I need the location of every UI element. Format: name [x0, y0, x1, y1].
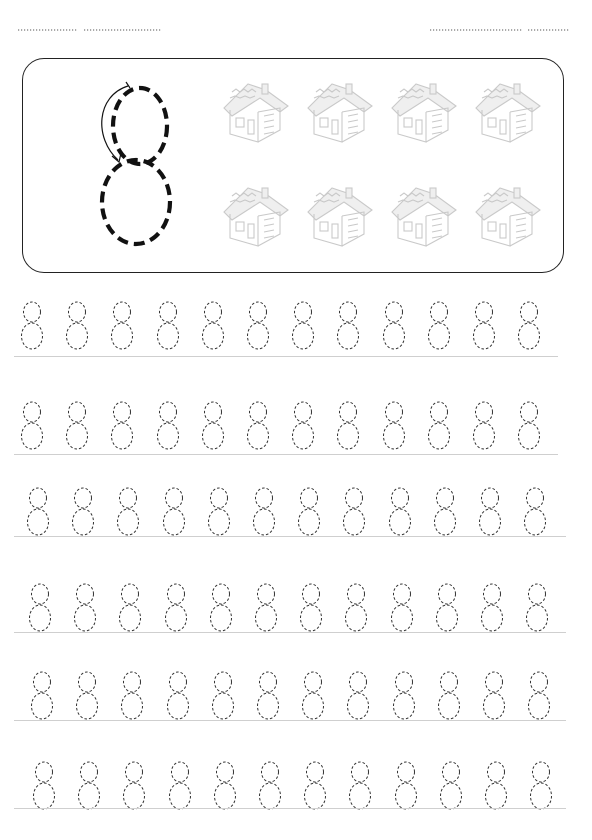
house-icon: [302, 176, 378, 250]
practice-row: [14, 396, 560, 456]
dashed-eight-tracing[interactable]: [515, 400, 543, 452]
dashed-eight-tracing[interactable]: [18, 300, 46, 352]
dashed-eight-tracing[interactable]: [437, 760, 465, 812]
dashed-eight-tracing[interactable]: [252, 582, 280, 634]
dashed-eight-tracing[interactable]: [166, 760, 194, 812]
dashed-eight-tracing[interactable]: [162, 582, 190, 634]
dashed-eight-tracing[interactable]: [297, 582, 325, 634]
dashed-eight-tracing[interactable]: [199, 300, 227, 352]
dashed-eight-tracing[interactable]: [154, 300, 182, 352]
dashed-eight-tracing[interactable]: [199, 400, 227, 452]
dashed-eight-tracing[interactable]: [470, 300, 498, 352]
dashed-eight-tracing[interactable]: [164, 670, 192, 722]
dashed-eight-tracing[interactable]: [390, 670, 418, 722]
house-icon: [218, 176, 294, 250]
dashed-eight-tracing[interactable]: [344, 670, 372, 722]
dashed-eight-tracing[interactable]: [476, 486, 504, 538]
dashed-eight-tracing[interactable]: [431, 486, 459, 538]
dashed-eight-tracing[interactable]: [295, 486, 323, 538]
baseline: [14, 454, 558, 455]
dashed-eight-tracing[interactable]: [256, 760, 284, 812]
house-icon: [470, 176, 546, 250]
house-icon: [470, 72, 546, 146]
dashed-eight-tracing[interactable]: [523, 582, 551, 634]
dashed-eight-tracing[interactable]: [114, 486, 142, 538]
dashed-eight-tracing[interactable]: [75, 760, 103, 812]
date-dotted-line[interactable]: [428, 14, 578, 38]
dashed-eight-tracing[interactable]: [388, 582, 416, 634]
name-dotted-line[interactable]: [16, 14, 166, 38]
dashed-eight-tracing[interactable]: [244, 400, 272, 452]
dashed-eight-tracing[interactable]: [108, 300, 136, 352]
dashed-eight-tracing[interactable]: [108, 400, 136, 452]
dashed-eight-tracing[interactable]: [120, 760, 148, 812]
baseline: [14, 536, 566, 537]
house-icon: [218, 72, 294, 146]
dashed-eight-tracing[interactable]: [289, 400, 317, 452]
dashed-eight-tracing[interactable]: [254, 670, 282, 722]
house-icon: [302, 72, 378, 146]
dashed-eight-tracing[interactable]: [425, 300, 453, 352]
dashed-eight-tracing[interactable]: [346, 760, 374, 812]
house-icon: [386, 176, 462, 250]
dashed-eight-tracing[interactable]: [386, 486, 414, 538]
dashed-eight-tracing[interactable]: [299, 670, 327, 722]
dashed-eight-tracing[interactable]: [160, 486, 188, 538]
dashed-eight-tracing[interactable]: [521, 486, 549, 538]
dashed-eight-tracing[interactable]: [425, 400, 453, 452]
house-icon: [386, 72, 462, 146]
dashed-eight-tracing[interactable]: [340, 486, 368, 538]
dashed-eight-tracing[interactable]: [334, 400, 362, 452]
baseline: [14, 632, 566, 633]
baseline: [14, 356, 558, 357]
dashed-eight-tracing[interactable]: [301, 760, 329, 812]
dashed-eight-tracing[interactable]: [116, 582, 144, 634]
dashed-eight-tracing[interactable]: [205, 486, 233, 538]
dashed-eight-tracing[interactable]: [63, 300, 91, 352]
baseline: [14, 720, 566, 721]
dashed-eight-tracing[interactable]: [211, 760, 239, 812]
dashed-eight-tracing[interactable]: [470, 400, 498, 452]
dashed-eight-tracing[interactable]: [527, 760, 555, 812]
dashed-eight-tracing[interactable]: [154, 400, 182, 452]
dashed-eight-tracing[interactable]: [24, 486, 52, 538]
dashed-eight-tracing[interactable]: [73, 670, 101, 722]
practice-row: [14, 296, 560, 358]
dashed-eight-tracing[interactable]: [433, 582, 461, 634]
dashed-eight-tracing[interactable]: [209, 670, 237, 722]
dashed-eight-tracing[interactable]: [30, 760, 58, 812]
dashed-eight-tracing[interactable]: [478, 582, 506, 634]
practice-row: [14, 578, 560, 634]
dashed-eight-tracing[interactable]: [26, 582, 54, 634]
dashed-eight-tracing[interactable]: [380, 400, 408, 452]
dashed-eight-tracing[interactable]: [207, 582, 235, 634]
dashed-eight-tracing[interactable]: [69, 486, 97, 538]
dashed-eight-tracing[interactable]: [18, 400, 46, 452]
dashed-eight-tracing[interactable]: [244, 300, 272, 352]
dashed-eight-tracing[interactable]: [525, 670, 553, 722]
dashed-eight-tracing[interactable]: [63, 400, 91, 452]
houses-group: [218, 72, 558, 258]
dashed-eight-tracing[interactable]: [289, 300, 317, 352]
practice-row: [14, 666, 560, 722]
practice-row: [14, 482, 560, 538]
baseline: [14, 808, 566, 809]
practice-row: [14, 756, 560, 810]
dashed-eight-tracing[interactable]: [380, 300, 408, 352]
dashed-eight-tracing[interactable]: [71, 582, 99, 634]
dashed-eight-tracing[interactable]: [334, 300, 362, 352]
dashed-eight-tracing[interactable]: [28, 670, 56, 722]
dashed-eight-tracing[interactable]: [482, 760, 510, 812]
dashed-eight-tracing[interactable]: [392, 760, 420, 812]
dashed-eight-tracing[interactable]: [480, 670, 508, 722]
dashed-eight-tracing[interactable]: [342, 582, 370, 634]
dashed-eight-tracing[interactable]: [515, 300, 543, 352]
large-dashed-eight: [82, 76, 186, 254]
dashed-eight-tracing[interactable]: [118, 670, 146, 722]
dashed-eight-tracing[interactable]: [435, 670, 463, 722]
dashed-eight-tracing[interactable]: [250, 486, 278, 538]
